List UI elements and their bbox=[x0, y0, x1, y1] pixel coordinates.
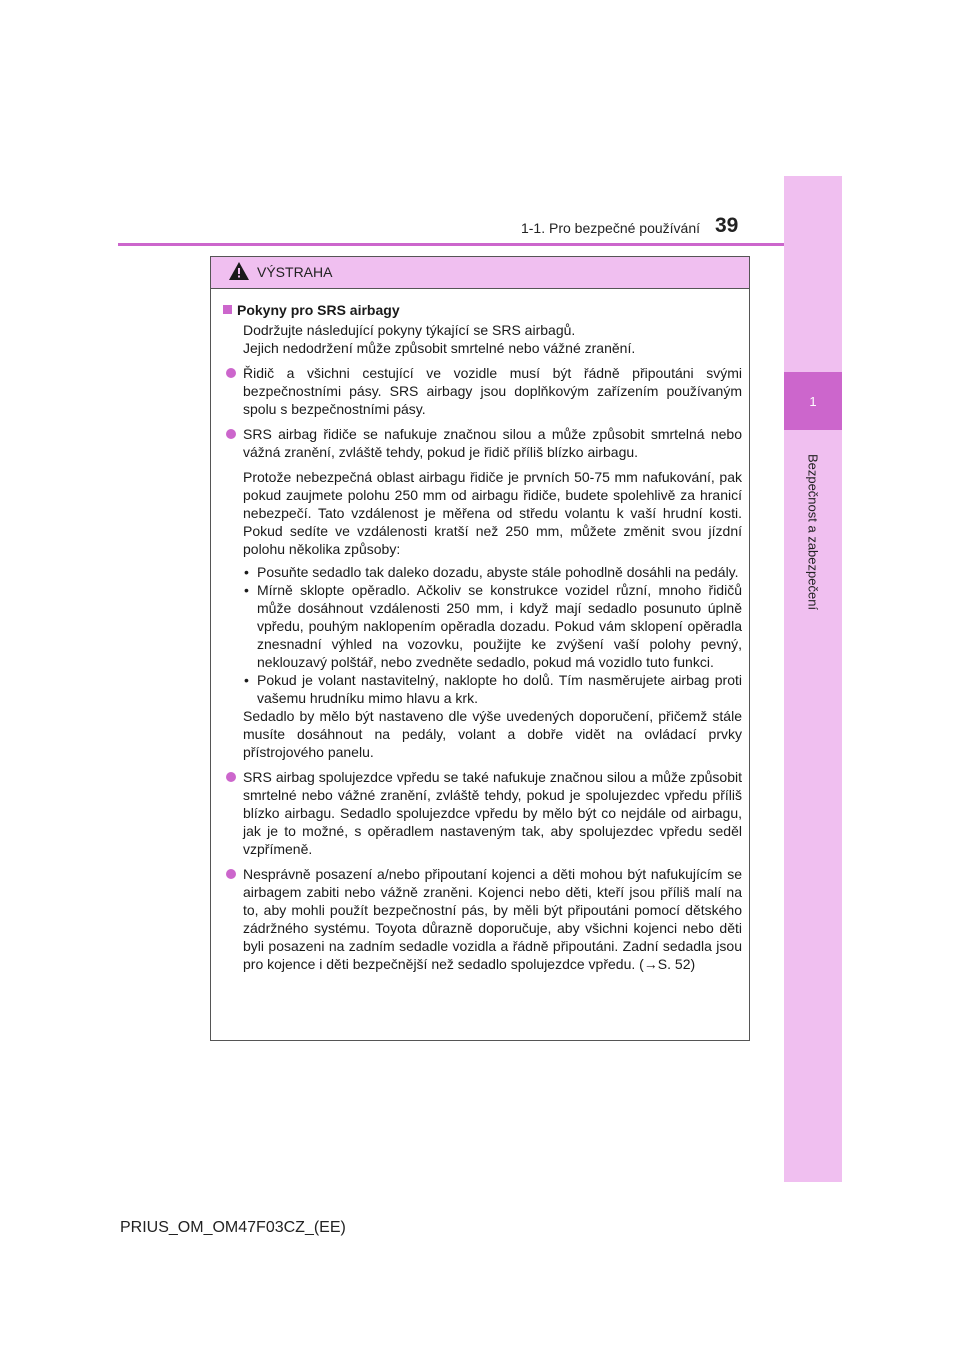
warning-header bbox=[211, 257, 749, 289]
chapter-number: 1 bbox=[784, 372, 842, 430]
list-item bbox=[223, 865, 742, 973]
round-bullet-icon bbox=[226, 429, 236, 439]
round-bullet-icon bbox=[226, 368, 236, 378]
warning-title: VÝSTRAHA bbox=[257, 264, 333, 280]
intro-line: Dodržujte následující pokyny týkající se SRS airbagů. bbox=[243, 322, 576, 338]
dash-bullet-icon: • bbox=[244, 564, 249, 580]
dash-bullet-icon: • bbox=[244, 582, 249, 598]
dash-item bbox=[243, 671, 742, 707]
warning-body bbox=[211, 289, 749, 973]
round-bullet-icon bbox=[226, 869, 236, 879]
driver-distance-paragraph: Protože nebezpečná oblast airbagu řidiče je prvních 50-75 mm nafukování, pak pokud zaujmete polohu 250 mm od airbagu řidiče, budete spolehlivě za hranicí nebezpečí. Tato vzdálenost je měřena od středu volantu k vaší hrudní kosti. Pokud sedíte ve vzdálenosti kratší než 250 mm, můžete změnit svou jízdní polohu několika způsoby: bbox=[243, 469, 742, 557]
header-section-title: 1-1. Pro bezpečné používání bbox=[520, 220, 700, 236]
chapter-title: Bezpečnost a zabezpečení bbox=[805, 453, 821, 611]
round-bullet-icon bbox=[226, 772, 236, 782]
list-item-text: SRS airbag spolujezdce vpředu se také nafukuje značnou silou a může způsobit smrtelné nebo vážné zranění, zvláště tehdy, pokud je spolujezdec vpředu příliš blízko airbagu. Sedadlo spolujezdce vpředu by mělo být co nejdále od airbagu, jak je to možné, s opěradlem nastaveným tak, aby spolujezdec vpředu seděl vzpřímeně. bbox=[243, 769, 742, 857]
adjustment-list bbox=[223, 563, 742, 707]
dash-item bbox=[243, 563, 742, 581]
warning-box bbox=[210, 256, 750, 1041]
dash-item-text: Posuňte sedadlo tak daleko dozadu, abyste stále pohodlně dosáhli na pedály. bbox=[257, 564, 739, 580]
section-heading bbox=[223, 301, 742, 319]
dash-bullet-icon: • bbox=[244, 672, 249, 688]
chapter-side-tab bbox=[784, 176, 842, 1182]
dash-item-text: Pokud je volant nastavitelný, naklopte ho dolů. Tím nasměrujete airbag proti vašemu hrudníku mimo hlavu a krk. bbox=[257, 672, 742, 706]
list-item bbox=[223, 425, 742, 461]
list-item-text: SRS airbag řidiče se nafukuje značnou silou a může způsobit smrtelná nebo vážná zranění, zvláště tehdy, pokud je řidič příliš blízko airbagu. bbox=[243, 426, 742, 460]
dash-item-text: Mírně sklopte opěradlo. Ačkoliv se konstrukce vozidel různí, mnoho řidičů může dosáhnout vzdálenosti 250 mm, i když mají sedadlo posunuto úplně vpředu, pouhým naklopením opěradla dozadu. Pokud vám sklopení opěradla znesnadní výhled na vozovku, použijte ke zvýšení vaší polohy pevný, neklouzavý polštář, nebo zvedněte sedadlo, pokud má vozidlo tuto funkci. bbox=[257, 582, 742, 670]
square-bullet-icon bbox=[223, 305, 232, 314]
dash-item bbox=[243, 581, 742, 671]
header-divider bbox=[118, 243, 784, 246]
document-code: PRIUS_OM_OM47F03CZ_(EE) bbox=[120, 1219, 346, 1236]
list-item bbox=[223, 364, 742, 418]
intro-line: Jejich nedodržení může způsobit smrtelné nebo vážné zranění. bbox=[243, 340, 636, 356]
seat-paragraph: Sedadlo by mělo být nastaveno dle výše uvedených doporučení, přičemž stále musíte dosáhnout na pedály, volant a dobře vidět na ovládací prvky přístrojového panelu. bbox=[243, 708, 742, 760]
page-number: 39 bbox=[715, 214, 739, 237]
list-item bbox=[223, 768, 742, 858]
warning-triangle-icon bbox=[228, 261, 250, 286]
list-item-text: Řidič a všichni cestující ve vozidle musí být řádně připoutáni svými bezpečnostními pásy. SRS airbagy jsou doplňkovým zařízením používaným spolu s bezpečnostními pásy. bbox=[243, 365, 742, 417]
list-item-text: Nesprávně posazení a/nebo připoutaní kojenci a děti mohou být nafukujícím se airbagem zabiti nebo vážně zraněni. Kojenci nebo děti, kteří jsou příliš malí na to, aby mohli použít bezpečnostní pás, by měli být připoutáni pomocí dětského zádržného systému. Toyota důrazně doporučuje, aby všichni kojenci nebo děti byli posazeni na zadním sedadle vozidla a řádně připoutáni. Zadní sedadla jsou pro kojence i děti bezpečnější než sedadlo spolujezdce vpředu. (→S. 52) bbox=[243, 866, 742, 972]
section-heading-text: Pokyny pro SRS airbagy bbox=[237, 302, 400, 318]
